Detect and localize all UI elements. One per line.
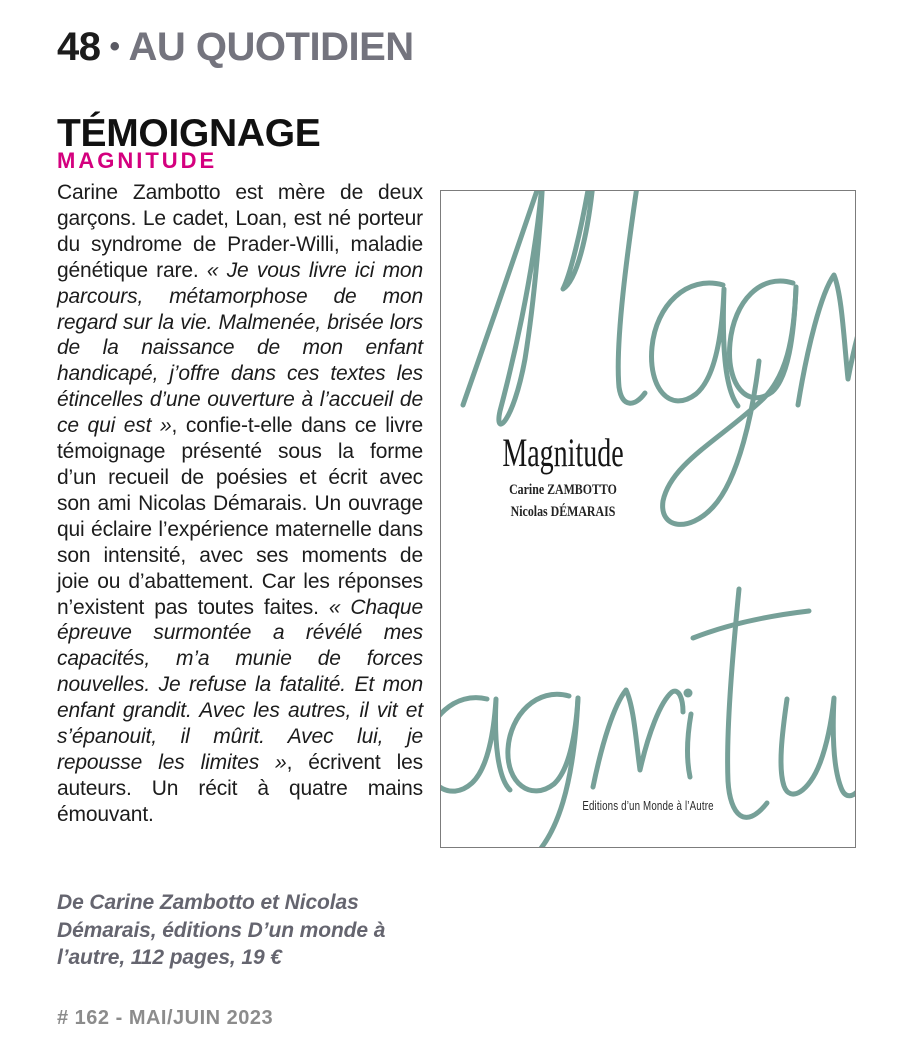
article-title: MAGNITUDE (57, 148, 218, 173)
script-n (798, 275, 855, 405)
script-i-stem (687, 714, 691, 777)
article-credit: De Carine Zambotto et Nicolas Démarais, éditions D’un monde à l’autre, 112 pages, 19 € (57, 891, 386, 969)
script-i-dot (684, 689, 693, 698)
book-author-2: Nicolas DÉMARAIS (510, 503, 616, 520)
script-g-bowl (730, 281, 796, 398)
book-authors (463, 480, 663, 523)
page-number: 48 (57, 25, 101, 69)
section-name: AU QUOTIDIEN (128, 25, 414, 69)
page-header (57, 25, 414, 70)
book-author-1: Carine ZAMBOTTO (509, 482, 617, 498)
book-title: Magnitude (502, 430, 624, 475)
body-text-quote: « Je vous livre ici mon parcours, métamorphose de mon regard sur la vie. Malmenée, brisée lors de la naissance de mon enfant handicapé, j’offre dans ces textes les étincelles d’une ouverture à l’accueil de ce qui est » (57, 258, 423, 438)
script-t-bar (693, 611, 809, 638)
body-text-roman: Carine Zambotto est mère de deux garçons. Le cadet, Loan, est né porteur du syndrome de Prader-Willi, maladie génétique rare. (57, 181, 423, 282)
script-u (781, 698, 855, 796)
body-text-roman: , confie-t-elle dans ce livre témoignage présenté sous la forme d’un recueil de poésies et écrit avec son ami Nicolas Démarais. Un ouvrage qui éclaire l’expérience maternelle dans son intensité, avec ses moments de joie ou d’abattement. Car les réponses n’existent pas toutes faites. (57, 414, 423, 619)
script-n2 (593, 690, 683, 787)
separator-dot-icon: • (109, 30, 120, 63)
script-M-loop (499, 191, 543, 424)
article-body (57, 180, 423, 828)
article-kicker: TÉMOIGNAGE (57, 112, 321, 155)
book-cover (440, 190, 856, 848)
script-M-peak (563, 191, 594, 289)
script-g-tail (663, 287, 796, 524)
book-publisher: Editions d’un Monde à l’Autre (582, 799, 714, 813)
issue-line: # 162 - MAI/JUIN 2023 (57, 1007, 274, 1029)
script-a (652, 283, 738, 406)
script-M-leg (618, 191, 645, 403)
script-a2 (441, 698, 510, 792)
body-text-roman: , écrivent les auteurs. Un récit à quatre mains émouvant. (57, 750, 423, 826)
body-text-quote: « Chaque épreuve surmontée a révélé mes capacités, m’a munie de forces nouvelles. Je refuse la fatalité. Et mon enfant grandit. Avec les autres, il vit et s’épanouit, il mûrit. Avec lui, je repousse les limites » (57, 595, 423, 774)
